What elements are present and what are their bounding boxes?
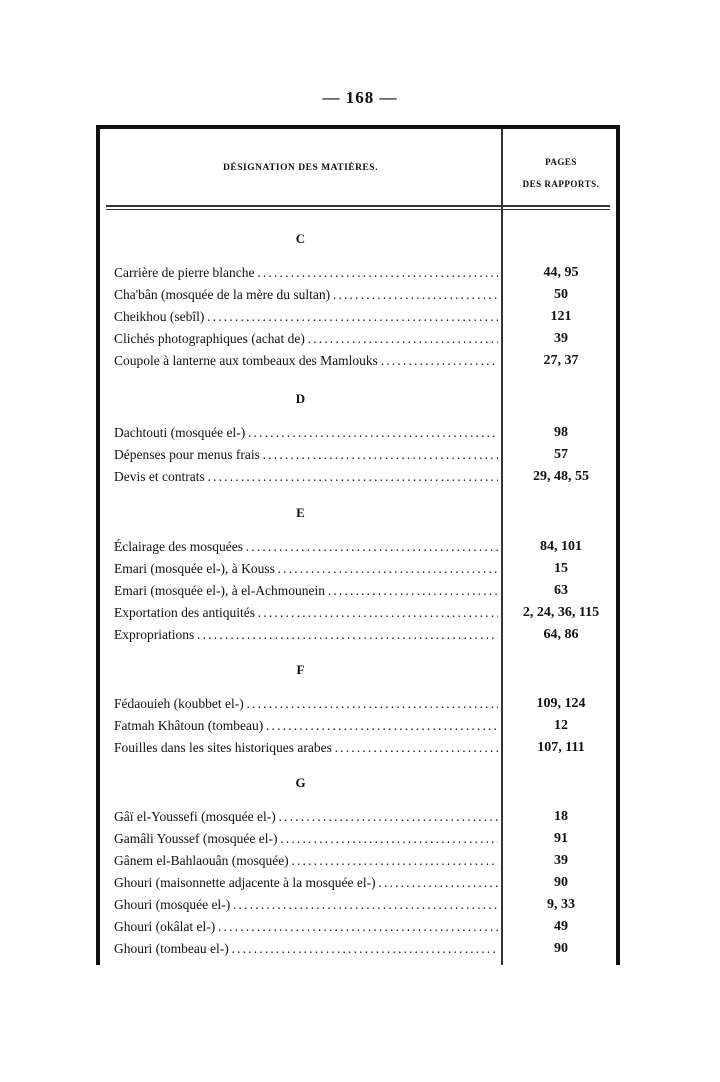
entry-text: Emari (mosquée el-), à Kouss . . . <box>114 558 498 580</box>
index-row <box>100 580 616 602</box>
section-letter-c: C <box>295 231 306 246</box>
entry-text: Emari (mosquée el-), à el-Achmounein . . . <box>114 580 498 602</box>
index-row <box>100 558 616 580</box>
index-row <box>100 916 616 938</box>
entry-text: Coupole à lanterne aux tombeaux des Mamlouks . . . <box>114 350 498 372</box>
index-row <box>100 350 616 372</box>
index-row <box>100 806 616 828</box>
entry-text: Cha'bân (mosquée de la mère du sultan) . . . <box>114 284 498 306</box>
section-letter-f: F <box>296 662 305 677</box>
entry-pages: 63 <box>554 583 568 598</box>
entry-text: Exportation des antiquités . . . <box>114 602 498 624</box>
index-row <box>100 894 616 916</box>
index-row <box>100 306 616 328</box>
entry-pages: 91 <box>554 831 568 846</box>
header-pages <box>502 151 620 195</box>
header-designation: DÉSIGNATION DES MATIÈRES. <box>223 163 378 173</box>
entry-text: Dépenses pour menus frais . . . <box>114 444 498 466</box>
page-number: — 168 — <box>322 88 398 107</box>
entry-pages: 109, 124 <box>536 696 586 711</box>
entry-text: Cheikhou (sebîl) . . . <box>114 306 498 328</box>
entry-pages: 90 <box>554 941 568 956</box>
index-row <box>100 444 616 466</box>
index-row <box>100 466 616 488</box>
entry-pages: 90 <box>554 875 568 890</box>
entry-pages: 2, 24, 36, 115 <box>522 605 600 620</box>
entry-pages: 39 <box>554 853 568 868</box>
index-row <box>100 715 616 737</box>
entry-text: Expropriations . . . <box>114 624 498 646</box>
entry-pages: 107, 111 <box>537 740 585 755</box>
index-row <box>100 938 616 960</box>
entry-pages: 84, 101 <box>540 539 582 554</box>
entry-text: Gamâli Youssef (mosquée el-) . . . <box>114 828 498 850</box>
section-letter-d: D <box>295 391 306 406</box>
header-rule <box>106 205 610 207</box>
entry-pages: 15 <box>554 561 568 576</box>
entry-text: Gânem el-Bahlaouân (mosquée) . . . <box>114 850 498 872</box>
header-pages-line1: PAGES <box>545 157 577 167</box>
entry-text: Éclairage des mosquées . . . <box>114 536 498 558</box>
index-row <box>100 284 616 306</box>
entry-text: Ghouri (maisonnette adjacente à la mosquée el-) . . . <box>114 872 498 894</box>
entry-text: Fédaouieh (koubbet el-) . . . <box>114 693 498 715</box>
entry-text: Devis et contrats . . . <box>114 466 498 488</box>
entry-text: Ghouri (mosquée el-) . . . <box>114 894 498 916</box>
index-row <box>100 422 616 444</box>
entry-pages: 49 <box>554 919 568 934</box>
index-row <box>100 536 616 558</box>
entry-text: Carrière de pierre blanche . . . <box>114 262 498 284</box>
entry-text: Clichés photographiques (achat de) . . . <box>114 328 498 350</box>
index-row <box>100 737 616 759</box>
index-row <box>100 602 616 624</box>
entry-text: Ghouri (tombeau el-) . . . <box>114 938 498 960</box>
section-letter-e: E <box>296 505 305 520</box>
entry-text: Fatmah Khâtoun (tombeau) . . . <box>114 715 498 737</box>
header-pages-line2: DES RAPPORTS. <box>522 179 600 189</box>
entry-text: Dachtouti (mosquée el-) . . . <box>114 422 498 444</box>
entry-text: Fouilles dans les sites historiques arabes . . . <box>114 737 498 759</box>
index-row <box>100 328 616 350</box>
index-row <box>100 262 616 284</box>
entry-pages: 39 <box>554 331 568 346</box>
index-table <box>96 125 620 965</box>
index-row <box>100 624 616 646</box>
entry-pages: 12 <box>554 718 568 733</box>
entry-pages: 29, 48, 55 <box>533 469 589 484</box>
section-letter-g: G <box>295 775 306 790</box>
entry-pages: 98 <box>554 425 568 440</box>
header-rule-double <box>106 209 610 210</box>
entry-pages: 27, 37 <box>543 353 579 368</box>
entry-pages: 121 <box>550 309 572 324</box>
entry-pages: 50 <box>554 287 568 302</box>
entry-pages: 44, 95 <box>543 265 579 280</box>
entry-pages: 64, 86 <box>543 627 579 642</box>
index-row <box>100 872 616 894</box>
entry-text: Gâï el-Youssefi (mosquée el-) . . . <box>114 806 498 828</box>
entry-text: Ghouri (okâlat el-) . . . <box>114 916 498 938</box>
entry-pages: 57 <box>554 447 568 462</box>
entry-pages: 18 <box>554 809 568 824</box>
index-row <box>100 828 616 850</box>
index-row <box>100 850 616 872</box>
index-row <box>100 693 616 715</box>
entry-pages: 9, 33 <box>547 897 575 912</box>
